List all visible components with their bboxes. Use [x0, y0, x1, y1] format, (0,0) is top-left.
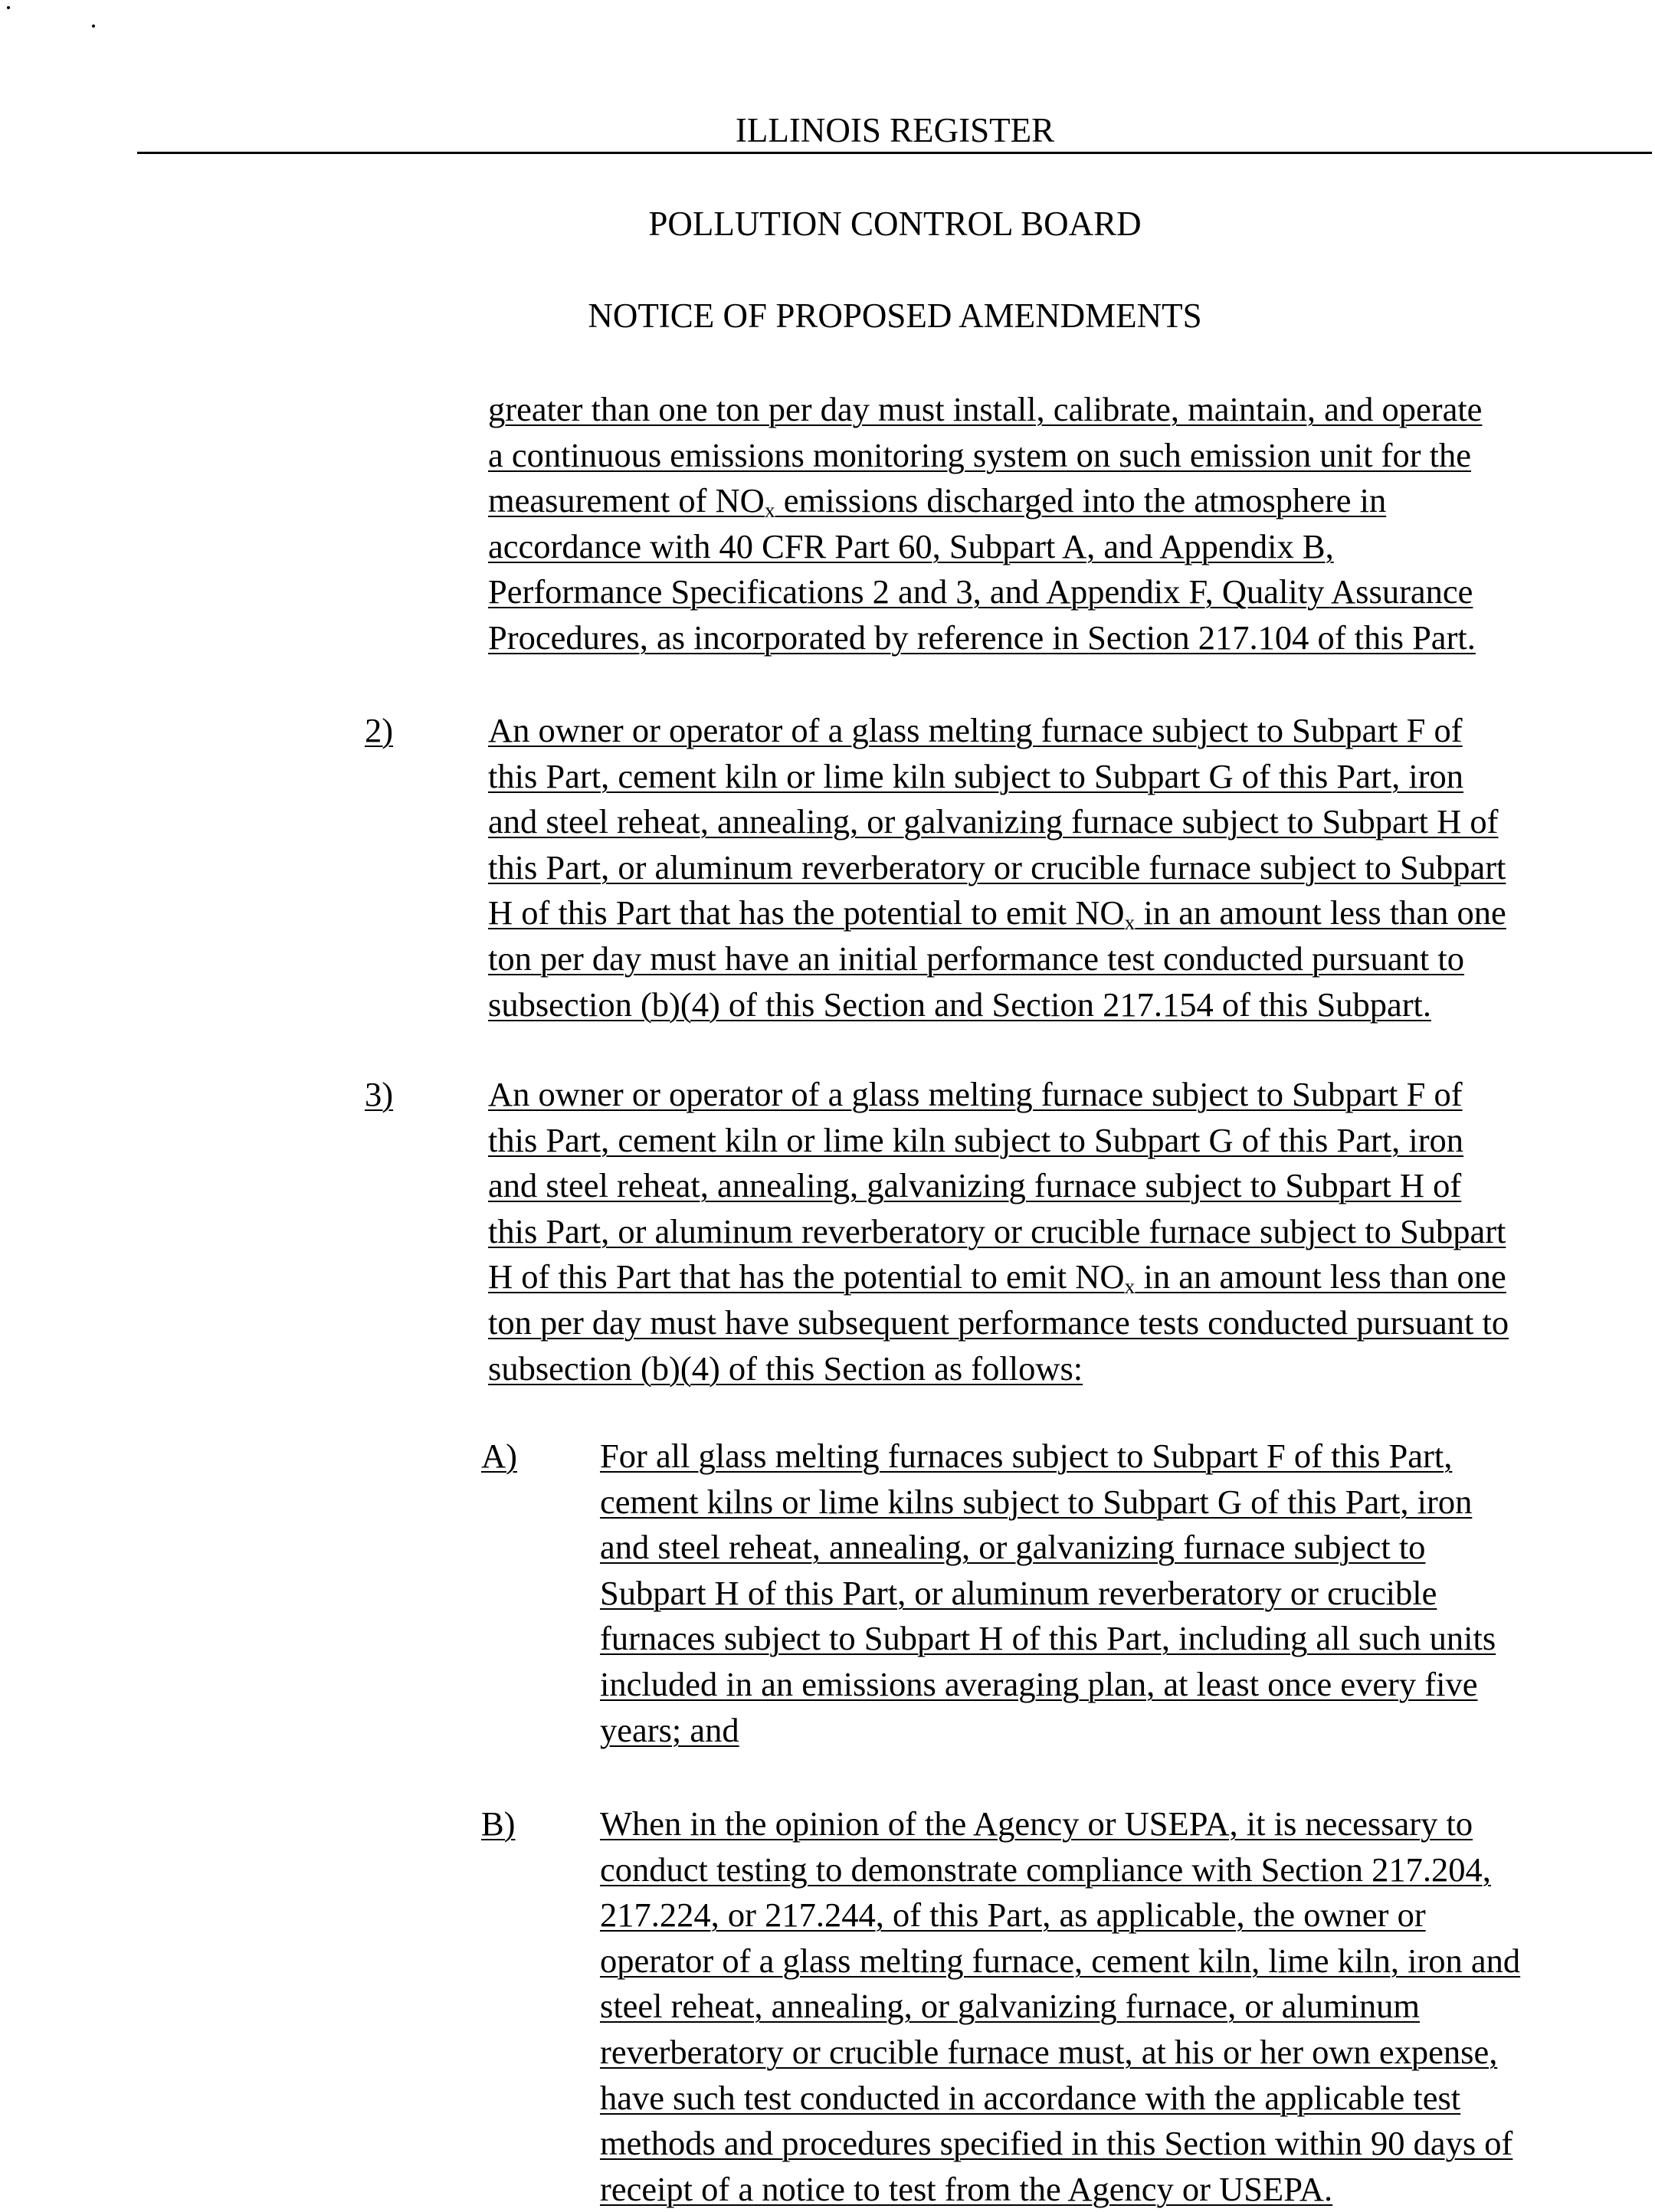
text-line: conduct testing to demonstrate compliance with Section 217.204,: [600, 1850, 1491, 1889]
text-line: H of this Part that has the potential to emit $NO_x$ in an amount less than one: [488, 893, 1506, 935]
text-line: this Part, or aluminum reverberatory or crucible furnace subject to Subpart: [488, 1211, 1506, 1250]
text-line: this Part, or aluminum reverberatory or crucible furnace subject to Subpart: [488, 847, 1506, 886]
text-line: this Part, cement kiln or lime kiln subject to Subpart G of this Part, iron: [488, 756, 1464, 795]
subscript: x: [764, 498, 775, 523]
subscript: x: [1124, 910, 1136, 935]
item-label-B: B): [481, 1804, 516, 1843]
text-line: Subpart H of this Part, or aluminum reverberatory or crucible: [600, 1573, 1437, 1612]
text-line: furnaces subject to Subpart H of this Part, including all such units: [600, 1619, 1496, 1658]
text-line: operator of a glass melting furnace, cement kiln, lime kiln, iron and: [600, 1941, 1521, 1980]
text-line: a continuous emissions monitoring system on such emission unit for the: [488, 435, 1472, 474]
text-line: subsection (b)(4) of this Section as follows:: [488, 1349, 1083, 1388]
paragraph-continuation: [488, 387, 1482, 661]
text-line: greater than one ton per day must install, calibrate, maintain, and operate: [488, 390, 1483, 428]
text-line: H of this Part that has the potential to emit $NO_x$ in an amount less than one: [488, 1257, 1506, 1299]
item-label-2: 2): [365, 711, 394, 749]
text-line: For all glass melting furnaces subject to Subpart F of this Part,: [600, 1437, 1453, 1475]
subscript: x: [1124, 1274, 1136, 1299]
item-label-3: 3): [365, 1075, 394, 1113]
text-line: cement kilns or lime kilns subject to Subpart G of this Part, iron: [600, 1482, 1473, 1521]
board-title: POLLUTION CONTROL BOARD: [648, 205, 1142, 243]
text-line: reverberatory or crucible furnace must, at his or her own expense,: [600, 2032, 1498, 2071]
paragraph-2: [488, 708, 1506, 1027]
text-line: included in an emissions averaging plan, at least once every five: [600, 1664, 1478, 1703]
text-line: steel reheat, annealing, or galvanizing furnace, or aluminum: [600, 1987, 1421, 2026]
text-line: this Part, cement kiln or lime kiln subject to Subpart G of this Part, iron: [488, 1120, 1464, 1159]
item-label-A: A): [481, 1437, 517, 1475]
paragraph-A: [600, 1434, 1496, 1753]
register-title: ILLINOIS REGISTER: [735, 111, 1055, 149]
scan-speck: [92, 25, 95, 28]
notice-title: NOTICE OF PROPOSED AMENDMENTS: [588, 297, 1202, 335]
text-line: Procedures, as incorporated by reference in Section 217.104 of this Part.: [488, 618, 1476, 657]
text-line: Performance Specifications 2 and 3, and Appendix F, Quality Assurance: [488, 572, 1473, 611]
text-line: receipt of a notice to test from the Agency or USEPA.: [600, 2169, 1333, 2208]
text-line: accordance with 40 CFR Part 60, Subpart A, and Appendix B,: [488, 526, 1334, 565]
text-line: ton per day must have subsequent performance tests conducted pursuant to: [488, 1303, 1509, 1342]
text-line: and steel reheat, annealing, galvanizing furnace subject to Subpart H of: [488, 1166, 1462, 1205]
text-line: 217.224, or 217.244, of this Part, as applicable, the owner or: [600, 1896, 1426, 1935]
text-line: methods and procedures specified in this Section within 90 days of: [600, 2124, 1513, 2163]
text-line: and steel reheat, annealing, or galvanizing furnace subject to Subpart H of: [488, 802, 1499, 841]
text-line: have such test conducted in accordance with the applicable test: [600, 2078, 1461, 2117]
paragraph-3: [488, 1072, 1509, 1391]
text-line: An owner or operator of a glass melting furnace subject to Subpart F of: [488, 1075, 1463, 1113]
text-line: When in the opinion of the Agency or USEPA, it is necessary to: [600, 1804, 1473, 1843]
text-line: subsection (b)(4) of this Section and Section 217.154 of this Subpart.: [488, 985, 1432, 1024]
scan-speck: [7, 6, 10, 9]
text-line: An owner or operator of a glass melting furnace subject to Subpart F of: [488, 711, 1463, 749]
text-line: and steel reheat, annealing, or galvanizing furnace subject to: [600, 1528, 1426, 1567]
header-rule: [137, 152, 1652, 154]
text-line: measurement of $NO_x$ emissions discharged into the atmosphere in: [488, 481, 1387, 523]
text-line: years; and: [600, 1710, 739, 1749]
paragraph-B: [600, 1801, 1520, 2212]
text-line: ton per day must have an initial performance test conducted pursuant to: [488, 939, 1465, 978]
